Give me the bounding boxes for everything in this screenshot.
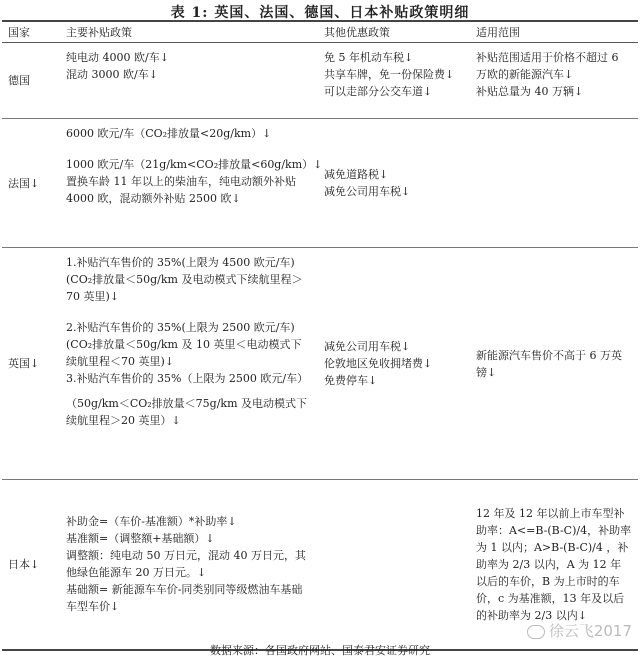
country-cell: 法国↓ xyxy=(2,119,60,248)
scope-line: 补贴总量为 40 万辆↓ xyxy=(476,85,584,98)
main-policy-cell xyxy=(60,43,318,119)
policy-line: 2.补贴汽车售价的 35%(上限为 2500 欧元/车)(CO₂排放量＜50g/km 及 10 英里＜电动模式下续航里程＜70 英里)↓ xyxy=(66,321,302,368)
country-cell: 日本↓ xyxy=(2,480,60,650)
policy-line: 混动 3000 欧/车↓ xyxy=(66,68,158,81)
wechat-icon xyxy=(527,625,545,639)
main-policy-cell xyxy=(60,480,318,650)
header-main-policy: 主要补贴政策 xyxy=(60,21,318,43)
scope-line: 补贴范围适用于价格不超过 6 万欧的新能源汽车↓ xyxy=(476,51,619,81)
header-scope: 适用范围 xyxy=(470,21,638,43)
policy-line: （50g/km＜CO₂排放量＜75g/km 及电动模式下续航里程＞20 英里）↓ xyxy=(66,397,308,427)
policy-line: 1000 欧元/车（21g/km<CO₂排放量<60g/km）↓ xyxy=(66,158,323,171)
subsidy-policy-table xyxy=(2,20,638,651)
other-policy-cell xyxy=(318,480,470,650)
watermark xyxy=(527,620,632,641)
other-policy-cell xyxy=(318,119,470,248)
table-header-row xyxy=(2,21,638,43)
policy-line: 共享车牌，免一份保险费↓ xyxy=(324,68,455,81)
scope-line: 新能源汽车售价不高于 6 万英镑↓ xyxy=(476,348,622,379)
policy-line: 伦敦地区免收拥堵费↓ xyxy=(324,357,433,370)
main-policy-cell xyxy=(60,248,318,480)
policy-line: 免 5 年机动车税↓ xyxy=(324,51,414,64)
main-policy-cell xyxy=(60,119,323,248)
other-policy-cell xyxy=(318,248,470,480)
policy-line: 3.补贴汽车售价的 35%（上限为 2500 欧元/车） xyxy=(66,372,309,385)
country-cell: 德国 xyxy=(2,43,60,119)
watermark-text: 徐云飞2017 xyxy=(548,622,632,640)
policy-line: 调整额：纯电动 50 万日元，混动 40 万日元，其他绿色能源车 20 万日元。↓ xyxy=(66,549,306,580)
country-cell: 英国↓ xyxy=(2,248,60,480)
scope-cell xyxy=(470,119,638,248)
data-source-note: 数据来源：各国政府网站、国泰君安证券研究 xyxy=(210,644,430,657)
scope-cell xyxy=(470,43,638,119)
header-other-policy: 其他优惠政策 xyxy=(318,21,470,43)
other-policy-cell xyxy=(318,43,470,119)
policy-line: 基准额=（调整额+基础额）↓ xyxy=(66,532,215,546)
table-row-germany xyxy=(2,43,638,119)
header-country: 国家 xyxy=(2,21,60,43)
policy-line: 减免公司用车税↓ xyxy=(324,340,411,353)
policy-line: 减免公司用车税↓ xyxy=(324,185,411,198)
policy-line: 免费停车↓ xyxy=(324,374,378,387)
policy-line: 可以走部分公交车道↓ xyxy=(324,85,433,98)
table-title: 表 1: 英国、法国、德国、日本补贴政策明细 xyxy=(170,5,470,21)
scope-line: 12 年及 12 年以前上市车型补助率：A<=B-(B-C)/4，补助率为 1 以内；A>B-(B-C)/4 ，补助率为 2/3 以内，A 为 12 年以后的车价，B 为上市时的车价，c 为基准额，13 年及以后的补助率为 2/3 以内↓ xyxy=(476,506,632,622)
policy-line: 6000 欧元/车（CO₂排放量<20g/km）↓ xyxy=(66,127,272,140)
scope-cell xyxy=(470,248,638,480)
policy-line: 减免道路税↓ xyxy=(324,168,389,181)
policy-line: 补助金=（车价-基准额）*补助率↓ xyxy=(66,515,237,529)
table-row-france xyxy=(2,119,638,248)
policy-line: 1.补贴汽车售价的 35%(上限为 4500 欧元/车)(CO₂排放量＜50g/km 及电动模式下续航里程＞70 英里)↓ xyxy=(66,256,303,303)
table-row-uk xyxy=(2,248,638,480)
policy-line: 基础额= 新能源车车价-同类别同等级燃油车基础车型车价↓ xyxy=(66,583,303,614)
policy-line: 置换车龄 11 年以上的柴油车，纯电动额外补贴 4000 欧，混动额外补贴 2500 欧↓ xyxy=(66,175,296,205)
policy-line: 纯电动 4000 欧/车↓ xyxy=(66,51,169,64)
